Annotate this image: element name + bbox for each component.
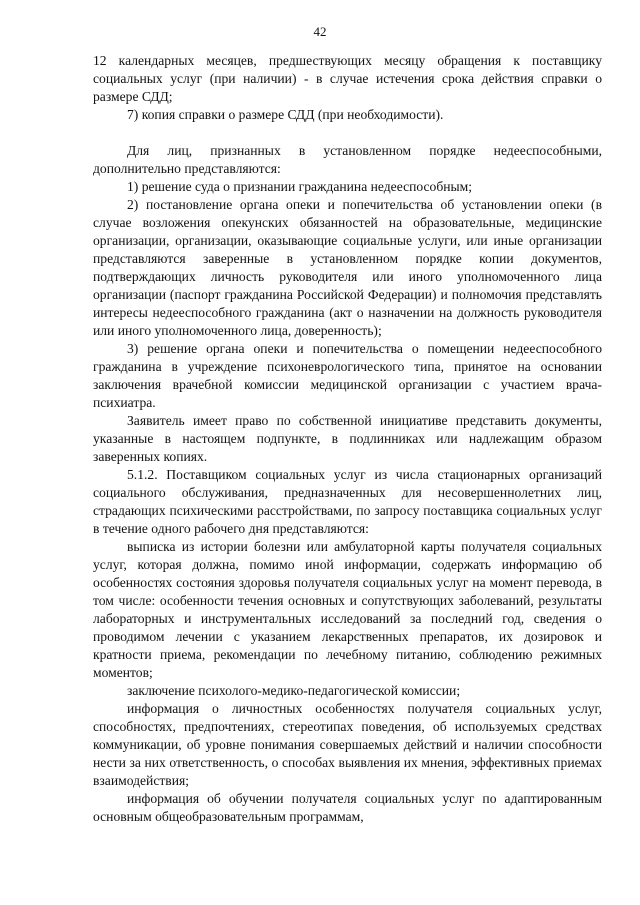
paragraph-sdd-period: 12 календарных месяцев, предшествующих месяцу обращения к поставщику социальных услуг (при наличии) - в случае истечения срока действия справки о размере СДД; xyxy=(93,53,602,104)
paragraph-education-info: информация об обучении получателя социальных услуг по адаптированным основным общеобразовательным программам, xyxy=(93,791,602,824)
paragraph-item-3: 3) решение органа опеки и попечительства о помещении недееспособного гражданина в учреждение психоневрологического типа, принятое на основании заключения врачебной комиссии медицинской организации с участием врача-психиатра. xyxy=(93,341,602,410)
paragraph-item-7: 7) копия справки о размере СДД (при необходимости). xyxy=(127,107,444,122)
page-number: 42 xyxy=(313,24,327,39)
document-body xyxy=(93,52,602,826)
paragraph-personal-features: информация о личностных особенностях получателя социальных услуг, способностях, предпочтениях, стереотипах поведения, об используемых средствах коммуникации, об уровне понимания совершаемых действий и наличии способности нести за них ответственность, о способах выявления их мнения, эффективных приемах взаимодействия; xyxy=(93,701,602,788)
paragraph-item-2: 2) постановление органа опеки и попечительства об установлении опеки (в случае возложения опекунских обязанностей на образовательные, медицинские организации, организации, оказывающие социальные услуги, или иные организации представляются заверенные в установленном порядке копии документов, подтверждающих личность руководителя или иного уполномоченного лица организации (паспорт гражданина Российской Федерации) и полномочия представлять интересы недееспособного гражданина (акт о назначении на должность руководителя или иного уполномоченного лица, доверенность); xyxy=(93,197,602,338)
paragraph-medical-extract: выписка из истории болезни или амбулаторной карты получателя социальных услуг, которая должна, помимо иной информации, содержать информацию об особенностях состояния здоровья получателя социальных услуг на момент перевода, в том числе: особенности течения основных и сопутствующих заболеваний, результаты лабораторных и инструментальных исследований за последний год, сведения о проводимом лечении с указанием лекарственных препаратов, их дозировок и кратности приема, рекомендации по лечебному питанию, соблюдению режимных моментов; xyxy=(93,539,602,680)
paragraph-gap xyxy=(93,124,602,142)
paragraph-applicant-right: Заявитель имеет право по собственной инициативе представить документы, указанные в настоящем подпункте, в подлинниках или надлежащим образом заверенных копиях. xyxy=(93,413,602,464)
paragraph-item-1: 1) решение суда о признании гражданина недееспособным; xyxy=(127,179,473,194)
paragraph-pmpk-conclusion: заключение психолого-медико-педагогической комиссии; xyxy=(127,683,461,698)
paragraph-section-5-1-2: 5.1.2. Поставщиком социальных услуг из числа стационарных организаций социального обслуживания, предназначенных для несовершеннолетних лиц, страдающих психическими расстройствами, по запросу поставщика социальных услуг в течение одного рабочего дня представляются: xyxy=(93,467,602,536)
paragraph-incapable-persons: Для лиц, признанных в установленном порядке недееспособными, дополнительно представляются: xyxy=(93,143,602,176)
